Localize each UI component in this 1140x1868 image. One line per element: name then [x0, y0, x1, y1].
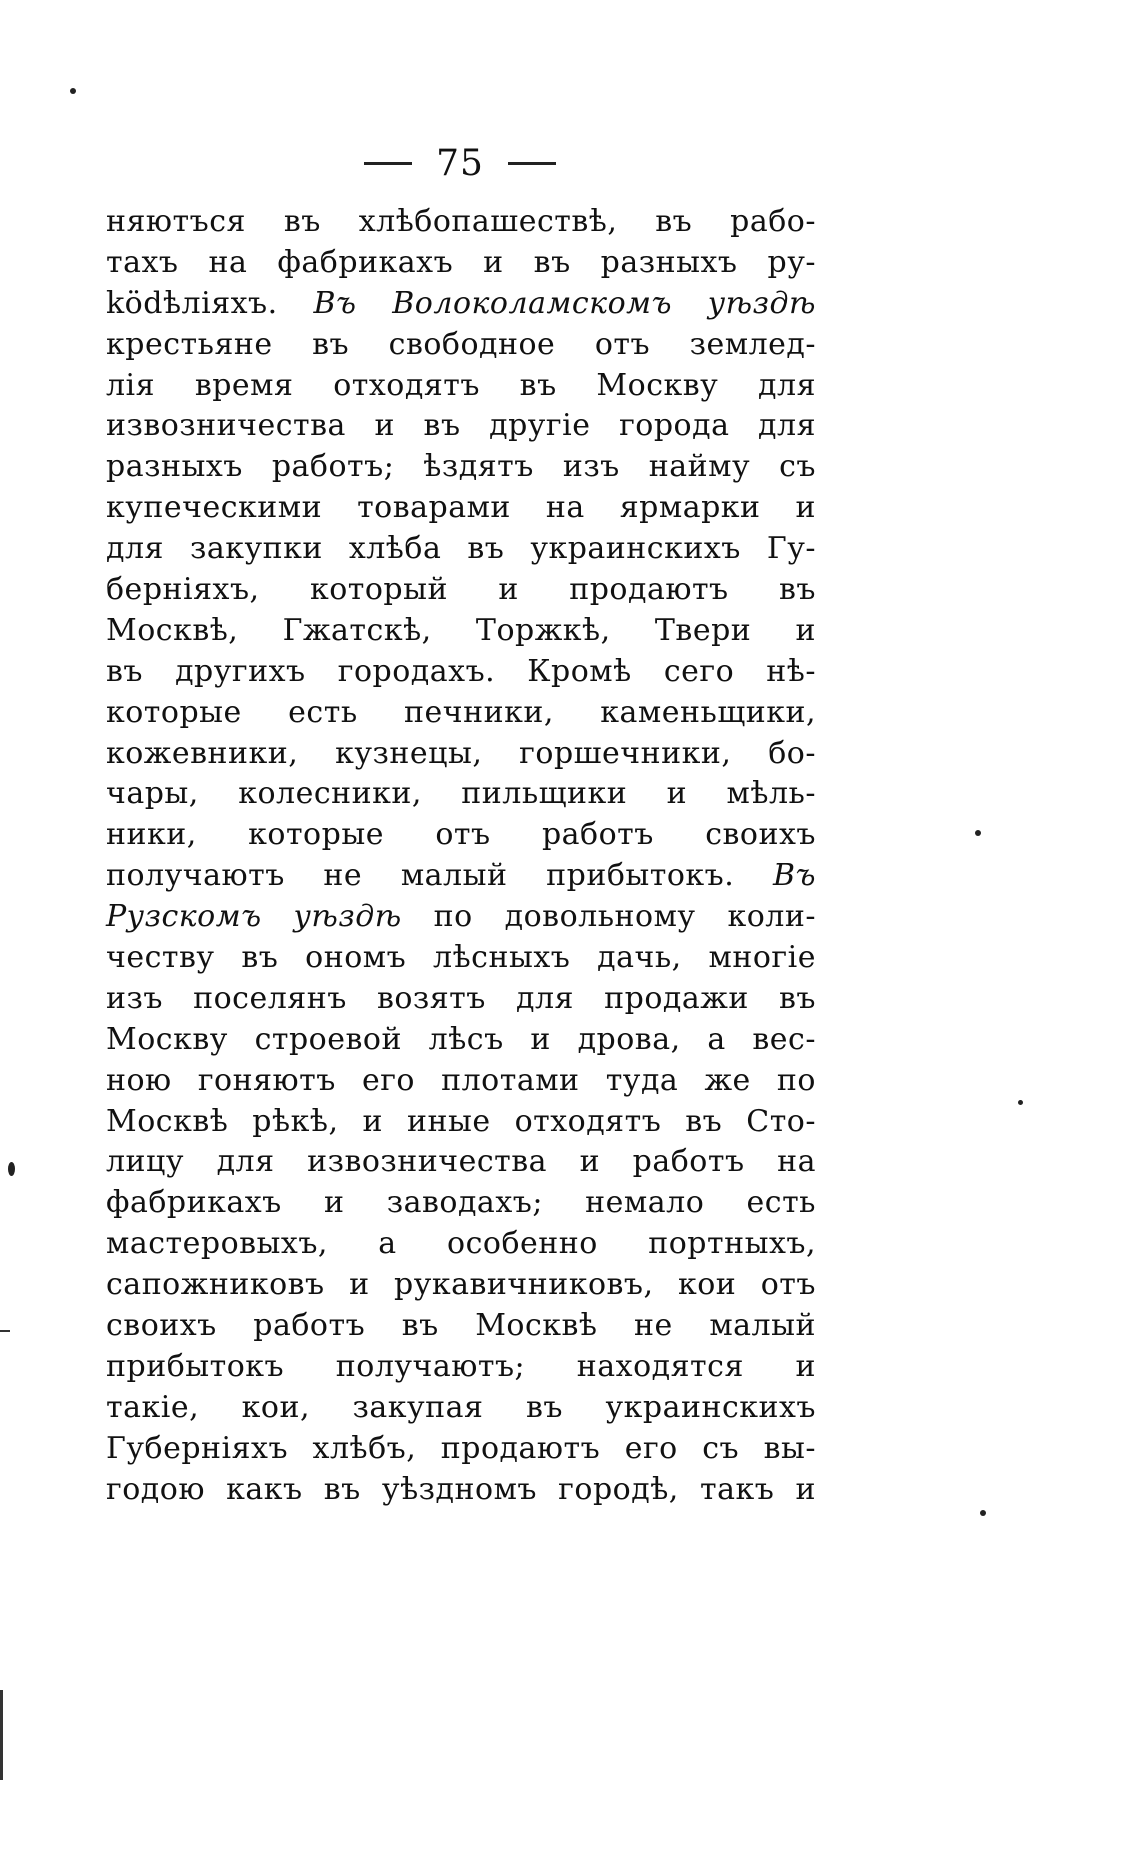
text-line: [106, 856, 816, 897]
text-run: по довольному коли-: [401, 899, 816, 935]
text-line: [106, 488, 816, 529]
text-line: [106, 815, 816, 856]
text-line: [106, 734, 816, 775]
text-run: чары, колесники, пильщики и мѣль-: [106, 776, 816, 812]
text-line: [106, 406, 816, 447]
body-text: [106, 202, 816, 1511]
text-line: [106, 1388, 816, 1429]
text-run: для закупки хлѣба въ украинскихъ Гу-: [106, 531, 816, 567]
text-run: изъ поселянъ возятъ для продажи въ: [106, 980, 816, 1016]
scan-speck: [980, 1510, 986, 1516]
text-line: [106, 652, 816, 693]
scan-speck: [1018, 1100, 1023, 1105]
text-run: ködѣліяхъ.: [106, 285, 314, 321]
text-run: фабрикахъ и заводахъ; немало есть: [106, 1185, 816, 1221]
text-line: [106, 1142, 816, 1183]
text-run: крестьяне въ свободное отъ землед-: [106, 326, 816, 362]
text-run: няютъся въ хлѣбопашествѣ, въ рабо-: [106, 204, 816, 239]
text-line: [106, 611, 816, 652]
text-line: [106, 1183, 816, 1224]
header-dash-left: [364, 162, 412, 165]
text-run: получаютъ не малый прибытокъ.: [106, 858, 773, 894]
scan-edge-mark: [0, 1330, 10, 1332]
text-run: годою какъ въ уѣздномъ городѣ, такъ и: [106, 1471, 816, 1507]
text-run: берніяхъ, который и продаютъ въ: [106, 572, 816, 608]
text-line: [106, 1020, 816, 1061]
text-run: купеческими товарами на ярмарки и: [106, 490, 816, 526]
text-run: честву въ ономъ лѣсныхъ дачь, многіе: [106, 940, 816, 976]
italic-place-name: Въ Волоколамскомъ уѣздѣ: [313, 285, 816, 321]
text-run: разныхъ работъ; ѣздятъ изъ найму съ: [106, 449, 816, 485]
scan-speck: [975, 830, 981, 836]
text-line: [106, 1429, 816, 1470]
text-run: такіе, кои, закупая въ украинскихъ: [106, 1389, 816, 1425]
text-line: [106, 979, 816, 1020]
text-run: кожевники, кузнецы, горшечники, бо-: [106, 735, 816, 771]
text-line: [106, 938, 816, 979]
text-run: Москву строевой лѣсъ и дрова, а вес-: [106, 1021, 816, 1057]
text-line: [106, 1347, 816, 1388]
text-line: [106, 1224, 816, 1265]
page-number: 75: [436, 142, 484, 184]
text-line: [106, 1265, 816, 1306]
page-header: [340, 138, 580, 188]
scan-speck: [8, 1162, 15, 1176]
text-run: которые есть печники, каменьщики,: [106, 694, 816, 730]
text-run: въ другихъ городахъ. Кромѣ сего нѣ-: [106, 653, 816, 689]
text-line: [106, 693, 816, 734]
text-line: [106, 529, 816, 570]
text-line: [106, 202, 816, 243]
text-run: лицу для извозничества и работъ на: [106, 1144, 816, 1180]
scan-edge-mark: [0, 1690, 3, 1780]
text-line: [106, 243, 816, 284]
text-line: [106, 1306, 816, 1347]
header-dash-right: [508, 162, 556, 165]
text-line: [106, 366, 816, 407]
text-run: Москвѣ рѣкѣ, и иные отходятъ въ Сто-: [106, 1103, 816, 1139]
text-run: тахъ на фабрикахъ и въ разныхъ ру-: [106, 244, 816, 280]
text-line: [106, 447, 816, 488]
text-run: Губерніяхъ хлѣбъ, продаютъ его съ вы-: [106, 1430, 816, 1466]
text-run: Москвѣ, Гжатскѣ, Торжкѣ, Твери и: [106, 612, 816, 648]
text-line: [106, 325, 816, 366]
text-run: ники, которые отъ работъ своихъ: [106, 817, 816, 853]
text-line: [106, 897, 816, 938]
text-line: [106, 1470, 816, 1511]
italic-place-name: Рузскомъ уѣздѣ: [106, 899, 402, 935]
italic-place-name: Въ: [772, 858, 816, 894]
text-run: лія время отходятъ въ Москву для: [106, 367, 816, 403]
text-line: [106, 1061, 816, 1102]
text-line: [106, 774, 816, 815]
text-run: ною гоняютъ его плотами туда же по: [106, 1062, 816, 1098]
text-run: извозничества и въ другіе города для: [106, 408, 816, 444]
text-run: прибытокъ получаютъ; находятся и: [106, 1348, 816, 1384]
scan-speck: [70, 88, 76, 94]
text-line: [106, 284, 816, 325]
text-run: своихъ работъ въ Москвѣ не малый: [106, 1308, 816, 1344]
text-run: сапожниковъ и рукавичниковъ, кои отъ: [106, 1267, 816, 1303]
text-run: мастеровыхъ, а особенно портныхъ,: [106, 1226, 816, 1262]
text-line: [106, 1102, 816, 1143]
text-line: [106, 570, 816, 611]
